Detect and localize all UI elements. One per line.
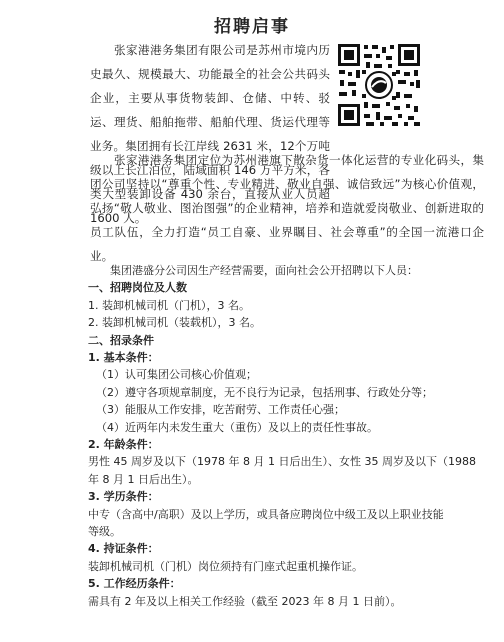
condition-cert-heading: 4. 持证条件： xyxy=(88,542,159,556)
company-culture-paragraph: 张家港港务集团定位为苏州港旗下散杂货一体化运营的专业化码头，集团公司坚持以“尊重个性、专业精进、敬业自强、诚信致远”为核心价值观，弘扬“敬人敬业、图治图强”的企业精神，培养和造就爱岗敬业、创新进取的员工队伍，全力打造“员工自豪、业界瞩目、社会尊重”的全国一流港口企业。 xyxy=(90,153,484,263)
hiring-notice-line: 集团港盛分公司因生产经营需要，面向社会公开招聘以下人员： xyxy=(110,264,418,277)
page-title: 招聘启事 xyxy=(214,17,290,37)
condition-age-heading: 2. 年龄条件： xyxy=(88,438,159,451)
experience-condition-line: 需具有 2 年及以上相关工作经验（截至 2023 年 8 月 1 日前）。 xyxy=(88,594,402,608)
education-condition-line-2: 等级。 xyxy=(88,525,121,538)
condition-basic-heading: 1. 基本条件： xyxy=(88,351,159,364)
position-item-loader: 2. 装卸机械司机（装载机），3 名。 xyxy=(88,316,261,330)
section-heading-positions: 一、招聘岗位及人数 xyxy=(88,281,187,295)
age-condition-line-2: 年 8 月 1 日后出生）。 xyxy=(88,472,199,486)
basic-condition-1: （1）认可集团公司核心价值观； xyxy=(96,368,257,382)
basic-condition-2: （2）遵守各项规章制度，无不良行为记录，包括刑事、行政处分等； xyxy=(96,385,433,399)
cert-condition-line: 装卸机械司机（门机）岗位须持有门座式起重机操作证。 xyxy=(88,559,363,573)
basic-condition-3: （3）能服从工作安排，吃苦耐劳、工作责任心强； xyxy=(96,403,345,417)
position-item-gantry: 1. 装卸机械司机（门机），3 名。 xyxy=(88,298,250,312)
age-condition-line-1: 男性 45 周岁及以下（1978 年 8 月 1 日后出生）、女性 35 周岁及以下（1988 xyxy=(88,455,476,469)
section-heading-conditions: 二、招录条件 xyxy=(88,333,154,347)
condition-experience-heading: 5. 工作经历条件： xyxy=(88,577,181,591)
intro-paragraph: 张家港港务集团有限公司是苏州市境内历史最久、规模最大、功能最全的社会公共码头企业，主要从事货物装卸、仓储、中转、驳运、理货、船舶拖带、船舶代理、货运代理等业务。集团拥有长江岸线 2631 米，12个万吨级以上长江泊位，陆域面积 146 万平方米，各类大型装卸设备 430 余台，直接从业人员超 1600 人。 xyxy=(90,43,330,225)
education-condition-line-1: 中专（含高中/高职）及以上学历，或具备应聘岗位中级工及以上职业技能 xyxy=(88,507,444,521)
qr-code-icon xyxy=(336,42,422,128)
condition-education-heading: 3. 学历条件： xyxy=(88,490,159,504)
basic-condition-4: （4）近两年内未发生重大（重伤）及以上的责任性事故。 xyxy=(96,420,378,434)
